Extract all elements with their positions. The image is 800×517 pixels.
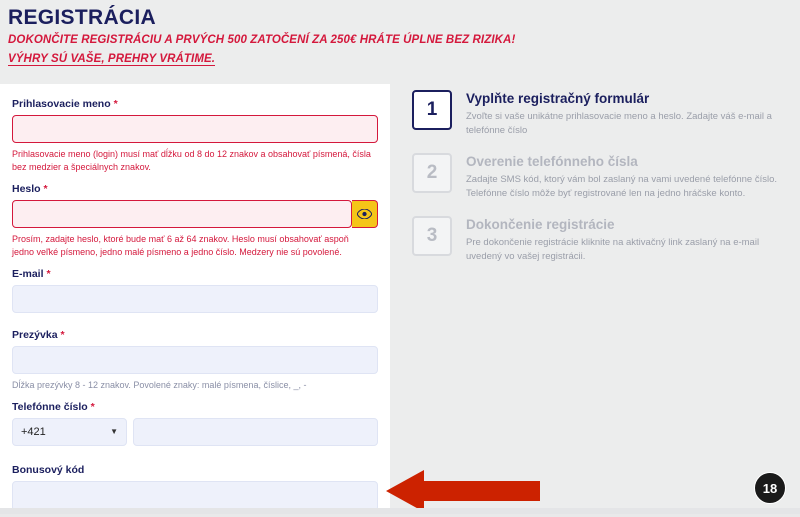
nickname-label: [12, 329, 378, 341]
phone-label-text: Telefónne číslo: [12, 401, 88, 413]
field-bonus-code: [12, 464, 378, 511]
phone-prefix-select[interactable]: [12, 418, 127, 446]
email-required-mark: *: [46, 268, 51, 280]
promo-subline: VÝHRY SÚ VAŠE, PREHRY VRÁTIME.: [8, 53, 216, 65]
page-header: [0, 0, 800, 67]
login-input[interactable]: [12, 115, 378, 143]
age-restriction-badge: 18: [754, 472, 786, 504]
password-label-text: Heslo: [12, 183, 41, 195]
step-3-text: [466, 216, 784, 263]
login-error-message: Prihlasovacie meno (login) musí mať dĺžku od 8 do 12 znakov a obsahovať písmená, čísla bez medzier a špeciálnych znakov.: [12, 149, 371, 172]
step-2-title: Overenie telefónneho čísla: [466, 154, 638, 169]
nickname-hint: Dĺžka prezývky 8 - 12 znakov. Povolené znaky: malé písmena, číslice, _, -: [12, 380, 307, 390]
phone-row: [12, 418, 378, 446]
password-required-mark: *: [43, 183, 48, 195]
field-phone: [12, 401, 378, 462]
bonus-code-input[interactable]: [12, 481, 378, 511]
login-label: [12, 98, 378, 110]
step-3: [412, 216, 788, 263]
step-3-number: 3: [412, 216, 452, 256]
eye-icon[interactable]: [352, 200, 378, 228]
field-email: [12, 268, 378, 327]
step-1-title: Vyplňte registračný formulár: [466, 91, 650, 106]
nickname-required-mark: *: [60, 329, 65, 341]
login-label-text: Prihlasovacie meno: [12, 98, 111, 110]
step-2-number: 2: [412, 153, 452, 193]
field-login: [12, 98, 378, 174]
phone-required-mark: *: [90, 401, 95, 413]
password-error-message: Prosím, zadajte heslo, ktoré bude mať 6 až 64 znakov. Heslo musí obsahovať aspoň jedno veľké písmeno, jedno malé písmeno a jedno číslo. Medzery nie sú povolené.: [12, 234, 349, 257]
field-nickname: [12, 329, 378, 392]
nickname-label-text: Prezývka: [12, 329, 58, 341]
page-title: REGISTRÁCIA: [8, 6, 156, 29]
registration-steps: [412, 90, 788, 279]
email-label: [12, 268, 378, 280]
step-2-description: Zadajte SMS kód, ktorý vám bol zaslaný na vami uvedené telefónne číslo. Telefónne číslo môže byť registrované len na jedno hráčske konto.: [466, 174, 778, 199]
password-input-wrap: [12, 200, 378, 228]
promo-headline: DOKONČITE REGISTRÁCIU A PRVÝCH 500 ZATOČENÍ ZA 250€ HRÁTE ÚPLNE BEZ RIZIKA!: [8, 34, 516, 46]
step-2: [412, 153, 788, 200]
password-label: [12, 183, 378, 195]
step-1: [412, 90, 788, 137]
password-input[interactable]: [12, 200, 352, 228]
left-arrow-annotation: [386, 470, 540, 512]
bonus-code-label: Bonusový kód: [12, 464, 85, 476]
login-required-mark: *: [113, 98, 118, 110]
email-label-text: E-mail: [12, 268, 44, 280]
step-1-description: Zvoľte si vaše unikátne prihlasovacie meno a heslo. Zadajte váš e-mail a telefónne číslo: [466, 111, 772, 136]
step-3-title: Dokončenie registrácie: [466, 217, 615, 232]
step-3-description: Pre dokončenie registrácie kliknite na aktivačný link zaslaný na e-mail uvedený vo vašej registrácii.: [466, 237, 760, 262]
bottom-strip: [0, 508, 800, 514]
nickname-input[interactable]: [12, 346, 378, 374]
email-input[interactable]: [12, 285, 378, 313]
field-password: [12, 183, 378, 259]
chevron-down-icon: ▼: [110, 427, 118, 436]
phone-number-input[interactable]: [133, 418, 378, 446]
step-1-text: [466, 90, 784, 137]
registration-form: [0, 84, 390, 514]
phone-label: [12, 401, 378, 413]
phone-prefix-value: +421: [21, 426, 46, 438]
registration-content: [0, 84, 800, 514]
step-2-text: [466, 153, 784, 200]
step-1-number: 1: [412, 90, 452, 130]
